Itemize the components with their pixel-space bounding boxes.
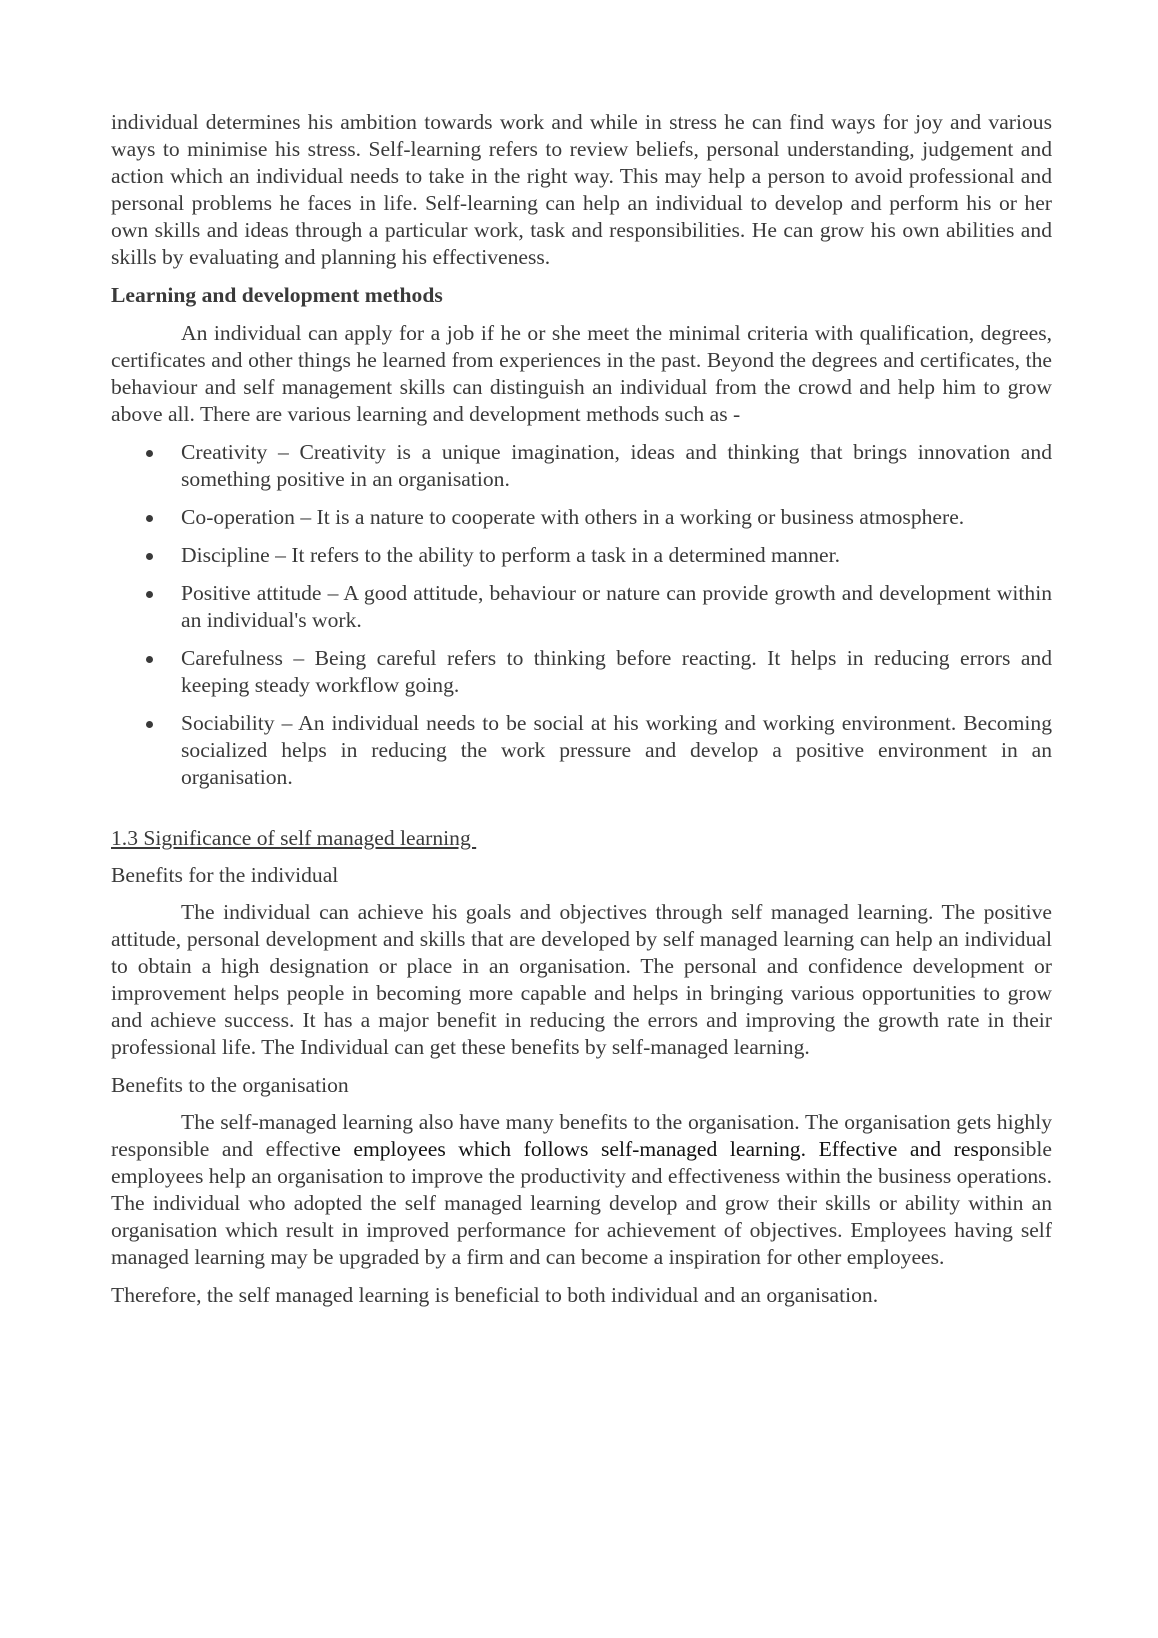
methods-list [111, 439, 1052, 791]
list-item-text: Positive attitude – A good attitude, behaviour or nature can provide growth and development within an individual's work. [181, 581, 1052, 632]
bullet-icon [146, 450, 153, 457]
conclusion-paragraph: Therefore, the self managed learning is beneficial to both individual and an organisation. [111, 1283, 879, 1307]
list-item-text: Creativity – Creativity is a unique imagination, ideas and thinking that brings innovation and something positive in an organisation. [181, 440, 1052, 491]
section-heading: 1.3 Significance of self managed learning [111, 826, 477, 850]
document-page [111, 109, 1052, 1309]
individual-benefits-heading: Benefits for the individual [111, 863, 339, 887]
list-item [111, 542, 1052, 569]
list-item [111, 439, 1052, 493]
methods-paragraph: An individual can apply for a job if he or she meet the minimal criteria with qualification, degrees, certificates and other things he learned from experiences in the past. Beyond the degrees and certificates, the behaviour and self management skills can distinguish an individual from the crowd and help him to grow above all. There are various learning and development methods such as - [111, 321, 1052, 426]
organisation-benefits-heading: Benefits to the organisation [111, 1073, 349, 1097]
organisation-text-part3: nsible employees help an organisation to improve the productivity and effectiveness within the business operations. The individual who adopted the self managed learning develop and grow their skills or ability within an organisation which result in improved performance for achievement of objectives. Employees having self managed learning may be upgraded by a firm and can become a inspiration for other employees. [111, 1137, 1052, 1269]
list-item-text: Carefulness – Being careful refers to thinking before reacting. It helps in reducing errors and keeping steady workflow going. [181, 646, 1052, 697]
methods-heading: Learning and development methods [111, 283, 443, 307]
bullet-icon [146, 591, 153, 598]
list-item [111, 645, 1052, 699]
list-item-text: Discipline – It refers to the ability to perform a task in a determined manner. [181, 543, 840, 567]
list-item-text: Sociability – An individual needs to be social at his working and working environment. Becoming socialized helps in reducing the work pressure and develop a positive environment in an organisation. [181, 711, 1052, 789]
intro-paragraph: individual determines his ambition towards work and while in stress he can find ways for joy and various ways to minimise his stress. Self-learning refers to review beliefs, personal understanding, judgement and action which an individual needs to take in the right way. This may help a person to avoid professional and personal problems he faces in life. Self-learning can help an individual to develop and perform his or her own skills and ideas through a particular work, task and responsibilities. He can grow his own abilities and skills by evaluating and planning his effectiveness. [111, 110, 1052, 269]
individual-benefits-paragraph: The individual can achieve his goals and objectives through self managed learning. The positive attitude, personal development and skills that are developed by self managed learning can help an individual to obtain a high designation or place in an organisation. The personal and confidence development or improvement helps people in becoming more capable and helps in bringing various opportunities to grow and achieve success. It has a major benefit in reducing the errors and improving the growth rate in their professional life. The Individual can get these benefits by self-managed learning. [111, 900, 1052, 1059]
list-item [111, 710, 1052, 791]
bullet-icon [146, 515, 153, 522]
organisation-text-part2: e employees which follows self-managed learning. Effective and respo [331, 1137, 1001, 1161]
list-item-text: Co-operation – It is a nature to cooperate with others in a working or business atmosphere. [181, 505, 965, 529]
organisation-text-part1: The self-managed learning also have many benefits to the organisation. The organisation gets highly responsible and effectiv [111, 1110, 1052, 1161]
bullet-icon [146, 656, 153, 663]
bullet-icon [146, 553, 153, 560]
organisation-benefits-paragraph [111, 1109, 1052, 1271]
bullet-icon [146, 721, 153, 728]
list-item [111, 580, 1052, 634]
list-item [111, 504, 1052, 531]
